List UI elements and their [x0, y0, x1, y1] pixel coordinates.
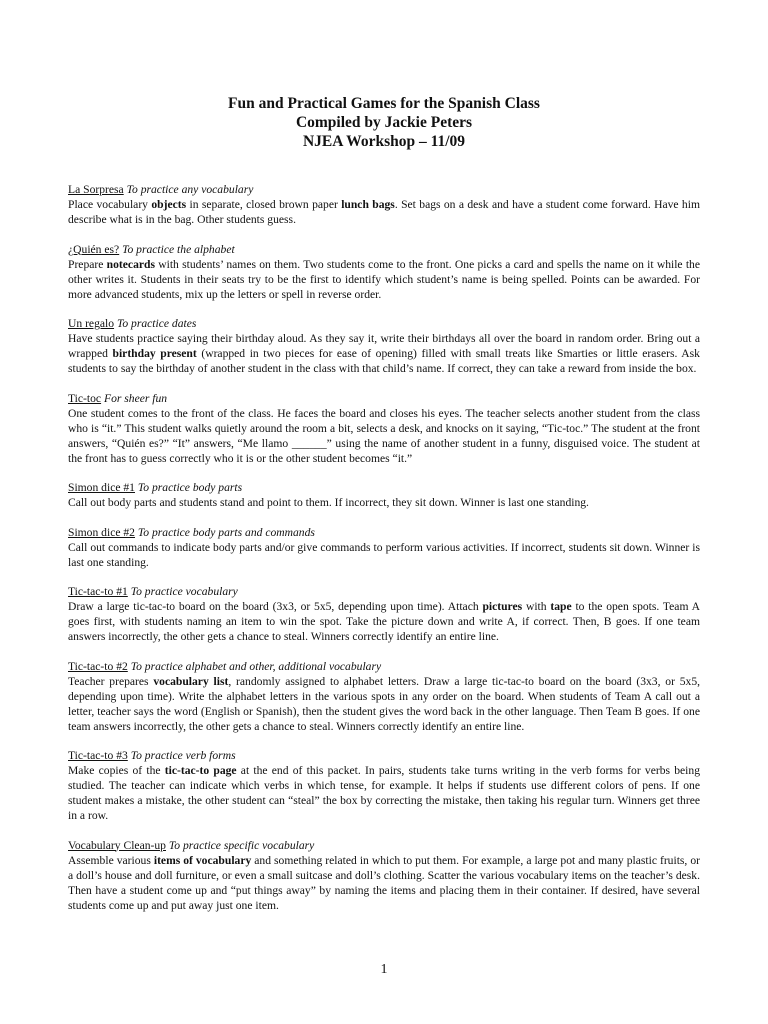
text-run: at the end of this packet. In pairs, students take turns writing in the verb forms for verbs being studied. The teacher can indicate which verbs in which tense, for example. It helps if students use different colors of pens. If one student makes a mistake, the other student can “steal” the box by correcting the mistake, then taking his regular turn. Winners get three in a row. [68, 764, 701, 822]
text-run: to the open spots. Team A goes first, with students naming an item to win the spot. Take the picture down and write A, if correct. Then, B goes. If one team answers incorrectly, the other gets a chance to steal. Winners correctly identify an entire line. [68, 600, 700, 643]
game-title: Un regalo [68, 317, 115, 330]
bold-material: objects [151, 198, 187, 211]
game-description [68, 197, 700, 227]
text-run: Call out body parts and students stand and point to them. If incorrect, they sit down. Winner is last one standing. [68, 496, 589, 509]
game-title: ¿Quién es? [68, 242, 120, 256]
game-description [68, 495, 700, 510]
text-run: . Set bags on a desk and have a student come forward. Have him describe what is in the bag. Other students guess. [68, 198, 700, 226]
game-description [68, 763, 700, 823]
text-run: Prepare [68, 257, 107, 271]
game-title: Simon dice #1 [68, 481, 135, 494]
bold-material: tic-tac-to page [164, 764, 237, 777]
document-page [68, 94, 700, 927]
text-run: Assemble various [68, 853, 154, 867]
text-run: Draw a large tic-tac-to board on the board (3x3, or 5x5, depending upon time). Attach [68, 600, 483, 613]
game-section [68, 838, 700, 913]
bold-material: vocabulary list [153, 674, 229, 688]
game-description [68, 257, 700, 302]
game-description [68, 406, 700, 466]
game-purpose: To practice dates [116, 317, 197, 330]
text-run: in separate, closed brown paper [186, 198, 342, 211]
game-heading [68, 242, 700, 257]
game-section [68, 242, 700, 302]
bold-material: pictures [482, 600, 523, 613]
bold-material: items of vocabulary [153, 853, 252, 867]
text-run: One student comes to the front of the class. He faces the board and closes his eyes. The teacher selects another student from the class who is “it.” This student walks quietly around the room a bit, selects a desk, and knocks on it saying, “Tic-toc.” The student at the front answers, “Quién es?” “It” answers, “Me llamo ______” using the name of another student in a funny, disguised voice. The student at the front has to guess correctly who it is or the other student becomes “it.” [68, 406, 700, 465]
document-title: Fun and Practical Games for the Spanish Class [228, 95, 540, 112]
game-title: La Sorpresa [68, 183, 124, 196]
game-section [68, 659, 700, 734]
game-heading [68, 748, 700, 763]
game-title: Tic-tac-to #2 [68, 659, 128, 673]
bold-material: notecards [106, 257, 155, 271]
game-list [68, 182, 700, 913]
game-heading [68, 182, 700, 197]
game-section [68, 525, 700, 570]
text-run: with [522, 600, 551, 613]
game-purpose: To practice body parts and commands [137, 525, 315, 539]
game-purpose: To practice the alphabet [122, 242, 235, 256]
text-run: with students’ names on them. Two students come to the front. One picks a card and spells the name on it while the other writes it. Students in their seats try to be the first to identify which student’s name is being spelled. Points can be awarded. For more advanced students, mix up the letters or spell in reverse order. [68, 257, 700, 301]
game-section [68, 391, 700, 466]
text-run: and something related in which to put them. For example, a large pot and many plastic fruits, or a doll’s house and doll furniture, or even a small suitcase and doll’s clothing. Scatter the various vocabulary items on the teacher’s desk. Then have a student come up and “put things away” by naming the items and placing them in their container. If desired, have several students come up and put away just one item. [68, 853, 700, 912]
game-heading [68, 525, 700, 540]
document-header [68, 94, 700, 151]
game-heading [68, 584, 700, 599]
game-heading [68, 659, 700, 674]
game-description [68, 853, 700, 913]
page-number: 1 [380, 962, 388, 977]
game-purpose: To practice body parts [137, 481, 243, 494]
game-title: Tic-tac-to #1 [68, 585, 128, 598]
game-section [68, 480, 700, 510]
text-run: Call out commands to indicate body parts and/or give commands to perform various activities. If incorrect, students sit down. Winner is last one standing. [68, 540, 700, 569]
game-purpose: To practice specific vocabulary [168, 838, 315, 852]
bold-material: tape [550, 600, 572, 613]
text-run: Make copies of the [68, 764, 165, 777]
text-run: , randomly assigned to alphabet letters. Draw a large tic-tac-to board on the board (3x3, or 5x5, depending upon time). Write the alphabet letters in the various spots in any order on the board. When students of Team A call out a letter, teacher says the word (English or Spanish), then the student gives the word back in the other language. Then Team B goes. If one team answers incorrectly, the other gets a chance to steal. Winners correctly identify an entire line. [68, 674, 701, 733]
game-description [68, 674, 700, 734]
game-section [68, 748, 700, 823]
bold-material: lunch bags [341, 198, 395, 211]
game-title: Tic-tac-to #3 [68, 749, 128, 762]
text-run: Place vocabulary [68, 198, 152, 211]
game-description [68, 599, 700, 644]
game-purpose: For sheer fun [103, 391, 168, 405]
game-title: Tic-toc [68, 391, 102, 405]
game-section [68, 182, 700, 227]
game-heading [68, 838, 700, 853]
game-purpose: To practice alphabet and other, additional vocabulary [130, 659, 382, 673]
game-title: Simon dice #2 [68, 525, 135, 539]
game-heading [68, 391, 700, 406]
game-title: Vocabulary Clean-up [68, 838, 166, 852]
game-heading [68, 316, 700, 331]
text-run: Teacher prepares [68, 674, 154, 688]
game-section [68, 316, 700, 376]
text-run: (wrapped in two pieces for ease of opening) filled with small treats like Smarties or little erasers. Ask students to say the birthday of another student in the class with that child’s name. If correct, they can take a reward from inside the box. [68, 347, 700, 375]
text-run: Have students practice saying their birthday aloud. As they say it, write their birthdays all over the board in random order. Bring out a wrapped [68, 332, 700, 360]
document-author: Compiled by Jackie Peters [295, 114, 473, 131]
game-purpose: To practice any vocabulary [126, 183, 254, 196]
game-purpose: To practice vocabulary [130, 585, 238, 598]
game-purpose: To practice verb forms [130, 749, 236, 762]
bold-material: birthday present [112, 347, 197, 360]
game-heading [68, 480, 700, 495]
game-section [68, 584, 700, 644]
game-description [68, 540, 700, 570]
document-workshop: NJEA Workshop – 11/09 [302, 133, 466, 150]
game-description [68, 331, 700, 376]
